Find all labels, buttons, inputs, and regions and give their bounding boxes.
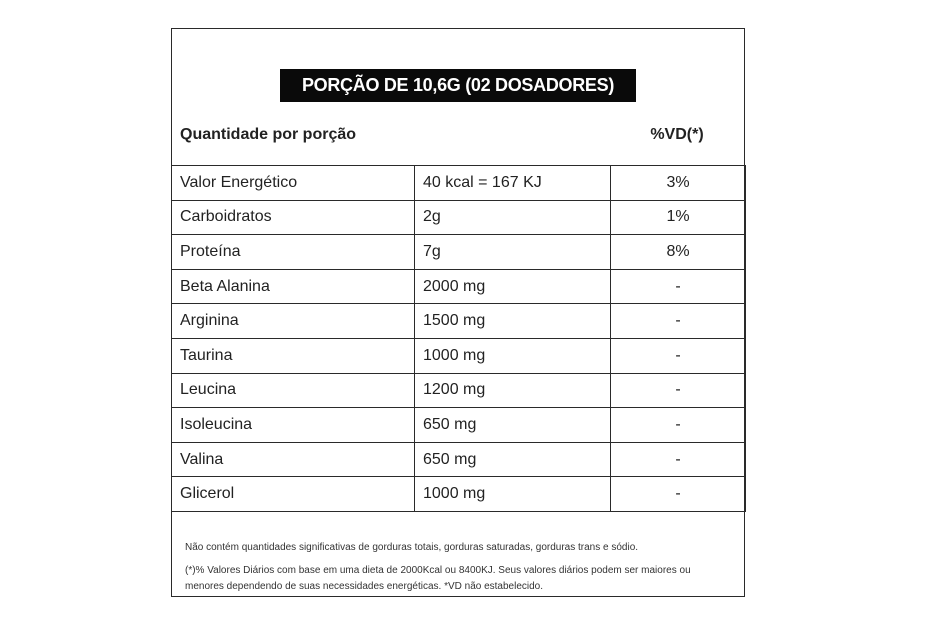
- nutrient-daily-value: -: [611, 269, 746, 304]
- nutrient-name: Proteína: [172, 235, 415, 270]
- nutrient-daily-value: -: [611, 442, 746, 477]
- nutrient-amount: 650 mg: [415, 442, 611, 477]
- nutrient-name: Valor Energético: [172, 166, 415, 201]
- table-row: [172, 338, 746, 373]
- nutrient-amount: 1000 mg: [415, 338, 611, 373]
- nutrient-daily-value: -: [611, 373, 746, 408]
- nutrient-name: Valina: [172, 442, 415, 477]
- nutrient-name: Carboidratos: [172, 200, 415, 235]
- nutrient-amount: 1200 mg: [415, 373, 611, 408]
- nutrition-facts-panel: [171, 28, 745, 597]
- table-header: [172, 125, 744, 165]
- nutrient-name: Taurina: [172, 338, 415, 373]
- table-row: [172, 269, 746, 304]
- nutrient-name: Isoleucina: [172, 408, 415, 443]
- nutrient-amount: 1000 mg: [415, 477, 611, 512]
- table-row: [172, 477, 746, 512]
- table-row: [172, 200, 746, 235]
- nutrient-daily-value: 1%: [611, 200, 746, 235]
- nutrient-amount: 7g: [415, 235, 611, 270]
- nutrient-amount: 650 mg: [415, 408, 611, 443]
- nutrient-daily-value: 3%: [611, 166, 746, 201]
- nutrient-amount: 2g: [415, 200, 611, 235]
- nutrient-amount: 2000 mg: [415, 269, 611, 304]
- nutrient-table: [171, 165, 746, 512]
- table-row: [172, 304, 746, 339]
- table-row: [172, 373, 746, 408]
- footnote-not-significant: Não contém quantidades significativas de gorduras totais, gorduras saturadas, gorduras trans e sódio.: [185, 542, 639, 553]
- serving-size-title: PORÇÃO DE 10,6G (02 DOSADORES): [280, 69, 636, 102]
- table-row: [172, 442, 746, 477]
- quantity-per-serving-label: Quantidade por porção: [180, 126, 357, 143]
- nutrient-daily-value: 8%: [611, 235, 746, 270]
- table-row: [172, 408, 746, 443]
- nutrient-daily-value: -: [611, 304, 746, 339]
- nutrient-name: Beta Alanina: [172, 269, 415, 304]
- daily-value-label: %VD(*): [650, 126, 704, 143]
- nutrient-daily-value: -: [611, 408, 746, 443]
- nutrient-daily-value: -: [611, 477, 746, 512]
- nutrient-name: Leucina: [172, 373, 415, 408]
- nutrient-daily-value: -: [611, 338, 746, 373]
- table-row: [172, 235, 746, 270]
- nutrient-name: Arginina: [172, 304, 415, 339]
- footnote-daily-values: (*)% Valores Diários com base em uma dieta de 2000Kcal ou 8400KJ. Seus valores diários podem ser maiores ou menores dependendo de suas necessidades energéticas. *VD não estabelecido.: [185, 565, 691, 592]
- nutrient-amount: 40 kcal = 167 KJ: [415, 166, 611, 201]
- nutrient-amount: 1500 mg: [415, 304, 611, 339]
- nutrient-name: Glicerol: [172, 477, 415, 512]
- table-row: [172, 166, 746, 201]
